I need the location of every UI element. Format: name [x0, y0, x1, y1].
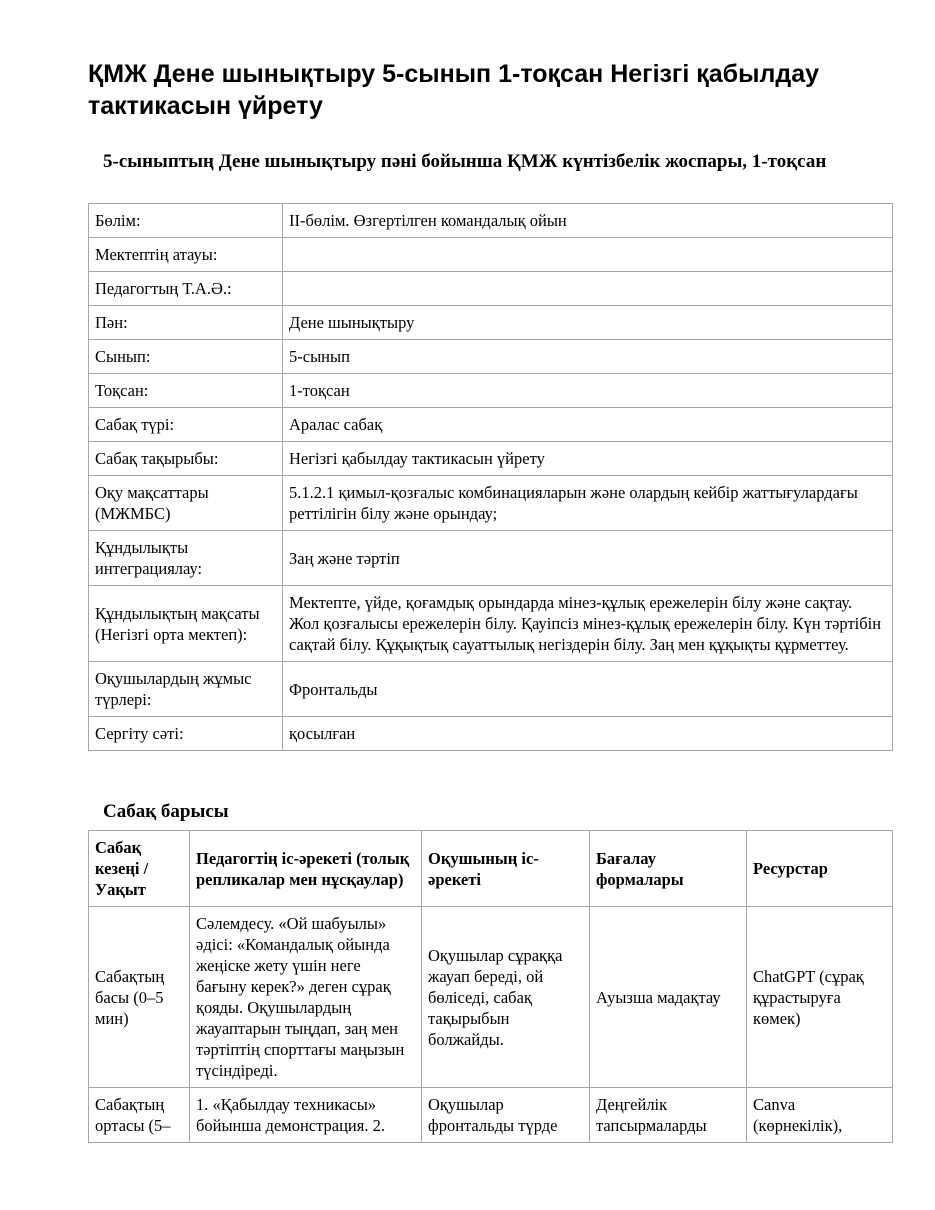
assessment-cell: Ауызша мадақтау: [590, 907, 747, 1088]
info-label: Сергіту сәті:: [89, 717, 283, 751]
info-row-section: [89, 204, 893, 238]
info-row-lesson-type: [89, 408, 893, 442]
column-header-resources: Ресурстар: [747, 831, 893, 907]
table-row: [89, 1088, 893, 1143]
student-activity-cell: Оқушылар фронтальды түрде: [422, 1088, 590, 1143]
stage-cell: Сабақтың басы (0–5 мин): [89, 907, 190, 1088]
info-row-teacher: [89, 272, 893, 306]
column-header-stage: Сабақ кезеңі / Уақыт: [89, 831, 190, 907]
info-value: ІІ-бөлім. Өзгертілген командалық ойын: [283, 204, 893, 238]
document-title: ҚМЖ Дене шынықтыру 5-сынып 1-тоқсан Негізгі қабылдау тактикасын үйрету: [88, 60, 820, 120]
info-value: [283, 272, 893, 306]
column-header-teacher-activity: Педагогтің іс-әрекеті (толық репликалар мен нұсқаулар): [190, 831, 422, 907]
info-value: Фронтальды: [283, 662, 893, 717]
resources-cell: Canva (көрнекілік),: [747, 1088, 893, 1143]
info-row-subject: [89, 306, 893, 340]
info-row-energizer: [89, 717, 893, 751]
column-header-student-activity: Оқушының іс-әрекеті: [422, 831, 590, 907]
student-activity-cell: Оқушылар сұраққа жауап береді, ой бөліседі, сабақ тақырыбын болжайды.: [422, 907, 590, 1088]
info-row-learning-objectives: [89, 476, 893, 531]
info-label: Бөлім:: [89, 204, 283, 238]
info-value: 5.1.2.1 қимыл-қозғалыс комбинацияларын және олардың кейбір жаттығулардағы реттілігін білу және орындау;: [283, 476, 893, 531]
info-row-value-goal: [89, 586, 893, 662]
lesson-progress-table: [88, 830, 893, 1143]
info-label: Мектептің атауы:: [89, 238, 283, 272]
info-label: Пән:: [89, 306, 283, 340]
lesson-table-header-row: [89, 831, 893, 907]
info-value: 5-сынып: [283, 340, 893, 374]
assessment-cell: Деңгейлік тапсырмаларды: [590, 1088, 747, 1143]
stage-cell: Сабақтың ортасы (5–: [89, 1088, 190, 1143]
info-row-quarter: [89, 374, 893, 408]
info-label: Сабақ түрі:: [89, 408, 283, 442]
info-label: Құндылықты интеграциялау:: [89, 531, 283, 586]
info-row-value-integration: [89, 531, 893, 586]
info-label: Оқу мақсаттары (МЖМБС): [89, 476, 283, 531]
info-label: Сабақ тақырыбы:: [89, 442, 283, 476]
plan-heading: 5-сыныптың Дене шынықтыру пәні бойынша ҚМЖ күнтізбелік жоспары, 1-тоқсан: [103, 151, 827, 172]
info-label: Оқушылардың жұмыс түрлері:: [89, 662, 283, 717]
info-label: Сынып:: [89, 340, 283, 374]
info-value: Негізгі қабылдау тактикасын үйрету: [283, 442, 893, 476]
info-row-work-types: [89, 662, 893, 717]
info-value: Заң және тәртіп: [283, 531, 893, 586]
info-row-school: [89, 238, 893, 272]
info-row-grade: [89, 340, 893, 374]
table-row: [89, 907, 893, 1088]
resources-cell: ChatGPT (сұрақ құрастыруға көмек): [747, 907, 893, 1088]
info-value: Мектепте, үйде, қоғамдық орындарда мінез-құлық ережелерін білу және сақтау. Жол қозғалысы ережелерін білу. Қауіпсіз мінез-құлық ережелерін білу. Күн тәртібін сақтай білу. Құқықтық сауаттылық негіздерін білу. Заң мен құқықты құрметтеу.: [283, 586, 893, 662]
teacher-activity-cell: 1. «Қабылдау техникасы» бойынша демонстрация. 2.: [190, 1088, 422, 1143]
lesson-info-table: [88, 203, 893, 751]
info-value: қосылған: [283, 717, 893, 751]
info-value: Аралас сабақ: [283, 408, 893, 442]
info-value: 1-тоқсан: [283, 374, 893, 408]
info-label: Педагогтың Т.А.Ә.:: [89, 272, 283, 306]
info-row-lesson-topic: [89, 442, 893, 476]
info-value: [283, 238, 893, 272]
column-header-assessment: Бағалау формалары: [590, 831, 747, 907]
info-label: Тоқсан:: [89, 374, 283, 408]
lesson-progress-heading: Сабақ барысы: [103, 801, 229, 822]
info-value: Дене шынықтыру: [283, 306, 893, 340]
info-label: Құндылықтың мақсаты (Негізгі орта мектеп):: [89, 586, 283, 662]
teacher-activity-cell: Сәлемдесу. «Ой шабуылы» әдісі: «Командалық ойында жеңіске жету үшін неге бағыну керек?» деген сұрақ қояды. Оқушылардың жауаптарын тыңдап, заң мен тәртіптің спорттағы маңызын түсіндіреді.: [190, 907, 422, 1088]
